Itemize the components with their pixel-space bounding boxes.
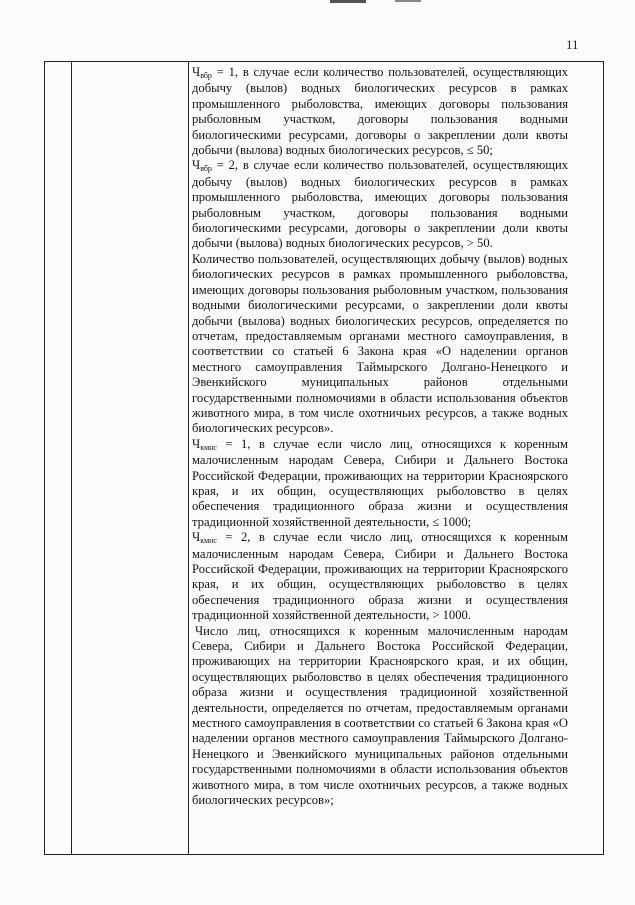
column-divider xyxy=(71,62,72,854)
paragraph-chvbr-2: $Ч_{вбр} = 2$, в случае если количество пользователей, осуществляющих добычу (вылов) водных биологических ресурсов в рамках промышленного рыболовства, имеющих договоры пользования рыболовным участком, договоры пользования водными биологическими ресурсами, договоры о закреплении доли квоты добычи (вылова) водных биологических ресурсов, > 50. xyxy=(192,158,568,251)
paragraph-users-count: Количество пользователей, осуществляющих добычу (вылов) водных биологических ресурсов в рамках промышленного рыболовства, имеющих договоры пользования рыболовным участком, пользования водными биологическими ресурсами, о закреплении доли квоты добычи (вылова) водных биологических ресурсов, определяется по отчетам, предоставляемым органами местного самоуправления, в соответствии со статьей 6 Закона края «О наделении органов местного самоуправления Таймырского Долгано-Ненецкого и Эвенкийского муниципальных районов отдельными государственными полномочиями в области использования объектов животного мира, в том числе охотничьих ресурсов, а также водных биологических ресурсов». xyxy=(192,251,568,436)
page-number: 11 xyxy=(566,37,579,52)
paragraph-chvbr-1: $Ч_{вбр} = 1$, в случае если количество пользователей, осуществляющих добычу (вылов) водных биологических ресурсов в рамках промышленного рыболовства, имеющих договоры пользования рыболовным участком, договоры пользования водными биологическими ресурсами, договоры о закреплении доли квоты добычи (вылова) водных биологических ресурсов, ≤ 50; xyxy=(192,65,568,158)
paragraph-chkmns-1: $Ч_{кмнс} = 1$, в случае если число лиц, относящихся к коренным малочисленным народам Севера, Сибири и Дальнего Востока Российской Федерации, проживающих на территории Красноярского края, и их общин, осуществляющих рыболовство в целях обеспечения традиционного образа жизни и осуществления традиционной хозяйственной деятельности, ≤ 1000; xyxy=(192,436,568,529)
paragraph-chkmns-2: $Ч_{кмнс} = 2$, в случае если число лиц, относящихся к коренным малочисленным народам Севера, Сибири и Дальнего Востока Российской Федерации, проживающих на территории Красноярского края, и их общин, осуществляющих рыболовство в целях обеспечения традиционного образа жизни и осуществления традиционной хозяйственной деятельности, > 1000. xyxy=(192,530,568,623)
table-cell-text xyxy=(192,65,568,809)
paragraph-indigenous-count: Число лиц, относящихся к коренным малочисленным народам Севера, Сибири и Дальнего Востока Российской Федерации, проживающих на территории Красноярского края, и их общин, осуществляющих рыболовство в целях обеспечения традиционного образа жизни и осуществления традиционной хозяйственной деятельности, определяется по отчетам, предоставляемым органами местного самоуправления в соответствии со статьей 6 Закона края «О наделении органов местного самоуправления Таймырского Долгано-Ненецкого и Эвенкийского муниципальных районов отдельными государственными полномочиями в области использования объектов животного мира, в том числе охотничьих ресурсов, а также водных биологических ресурсов»; xyxy=(192,623,568,808)
scan-artifact xyxy=(395,0,421,2)
column-divider xyxy=(188,62,189,854)
scan-artifact xyxy=(330,0,366,3)
